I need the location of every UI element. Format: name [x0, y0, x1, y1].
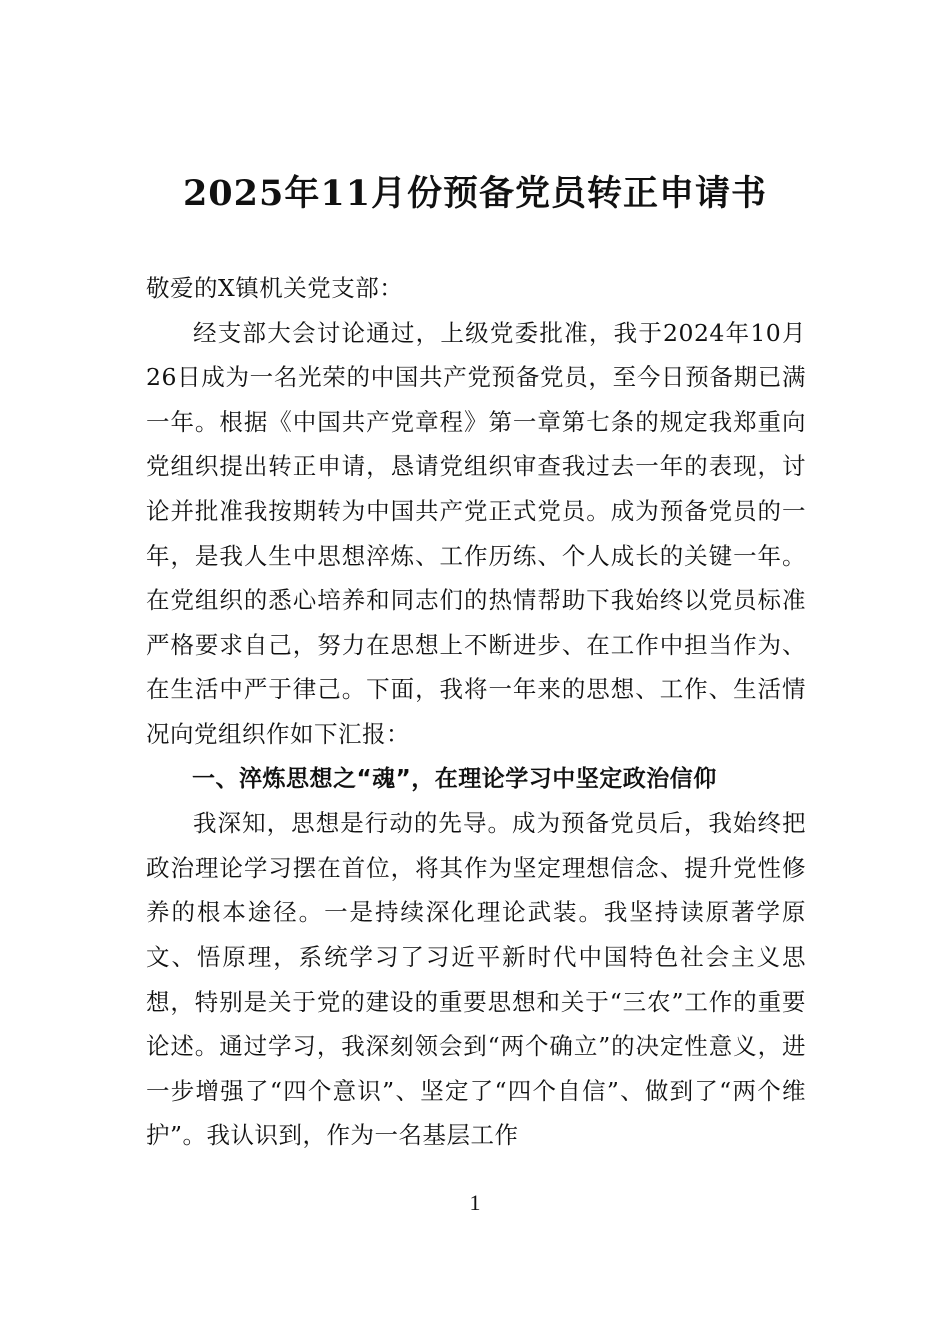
body-paragraph: 我深知，思想是行动的先导。成为预备党员后，我始终把政治理论学习摆在首位，将其作为坚定理想信念、提升党性修养的根本途径。一是持续深化理论武装。我坚持读原著学原文、悟原理，系统学习了习近平新时代中国特色社会主义思想，特别是关于党的建设的重要思想和关于“三农”工作的重要论述。通过学习，我深刻领会到“两个确立”的决定性意义，进一步增强了“四个意识”、坚定了“四个自信”、做到了“两个维护”。我认识到，作为一名基层工作 — [146, 809, 806, 1150]
document-title: 2025年11月份预备党员转正申请书 — [182, 173, 768, 214]
document-body — [146, 266, 806, 1158]
body-paragraph: 经支部大会讨论通过，上级党委批准，我于2024年10月26日成为一名光荣的中国共产党预备党员，至今日预备期已满一年。根据《中国共产党章程》第一章第七条的规定我郑重向党组织提出转正申请，恳请党组织审查我过去一年的表现，讨论并批准我按期转为中国共产党正式党员。成为预备党员的一年，是我人生中思想淬炼、工作历练、个人成长的关键一年。在党组织的悉心培养和同志们的热情帮助下我始终以党员标准严格要求自己，努力在思想上不断进步、在工作中担当作为、在生活中严于律己。下面，我将一年来的思想、工作、生活情况向党组织作如下汇报： — [146, 318, 806, 748]
salutation: 敬爱的X镇机关党支部： — [146, 274, 404, 302]
section-heading: 一、淬炼思想之“魂”，在理论学习中坚定政治信仰 — [192, 765, 717, 792]
page-number: 1 — [469, 1190, 481, 1215]
